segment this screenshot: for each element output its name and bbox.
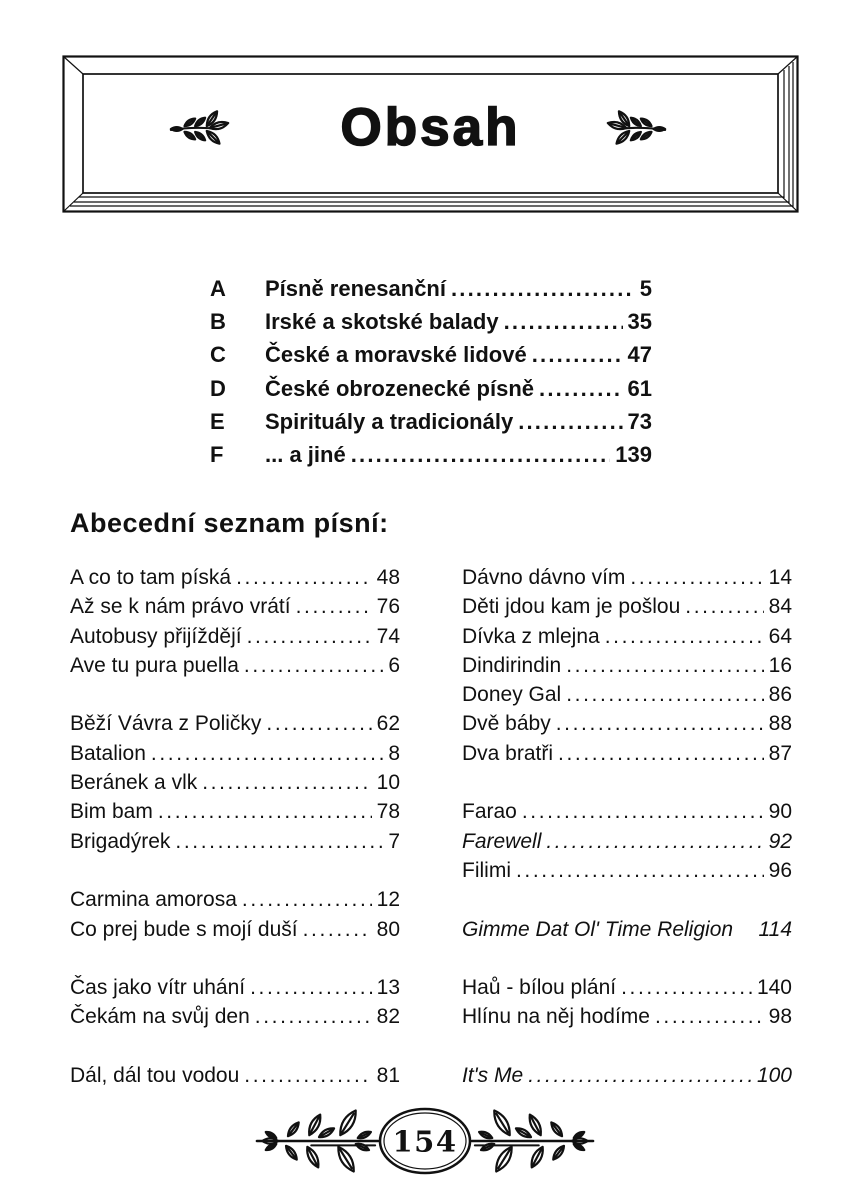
song-page-number: 82: [376, 1005, 400, 1029]
song-title: Farewell: [462, 829, 542, 853]
song-title: Děti jdou kam je pošlou: [462, 595, 681, 619]
song-page-number: 100: [756, 1064, 792, 1088]
section-title: České obrozenecké písně: [265, 375, 535, 401]
section-row: [210, 405, 652, 438]
dot-leader: [630, 563, 763, 592]
song-page-number: 76: [376, 595, 400, 619]
dot-leader: [546, 827, 763, 856]
song-page-number: 80: [376, 917, 400, 941]
song-row: [70, 973, 400, 1002]
dot-leader: [522, 797, 764, 826]
song-row: [70, 709, 400, 738]
footer-ornament: [0, 1104, 850, 1178]
dot-leader: [158, 797, 372, 826]
section-row: [210, 305, 652, 338]
song-row: [462, 739, 792, 768]
song-page-number: 6: [388, 653, 400, 677]
song-row: [70, 915, 400, 944]
song-row: [70, 768, 400, 797]
song-row: [70, 827, 400, 856]
song-index-left-column: [70, 563, 400, 1090]
dot-leader: [351, 438, 611, 471]
song-page-number: 78: [376, 800, 400, 824]
dot-leader: [516, 856, 764, 885]
dot-leader: [558, 739, 764, 768]
section-page-number: 47: [627, 342, 652, 368]
song-page-number: 13: [376, 976, 400, 1000]
dot-leader: [244, 651, 383, 680]
song-row: [70, 563, 400, 592]
song-title: Dva bratři: [462, 741, 554, 765]
section-title: Písně renesanční: [265, 276, 446, 301]
song-page-number: 140: [756, 976, 792, 1000]
song-page-number: 62: [376, 712, 400, 736]
song-row: [462, 797, 792, 826]
song-page-number: 16: [768, 653, 792, 677]
song-title: Čas jako vítr uhání: [70, 976, 246, 1000]
section-page-number: 35: [627, 309, 652, 335]
dot-leader: [151, 739, 383, 768]
song-page-number: 87: [768, 741, 792, 765]
song-page-number: 86: [768, 683, 792, 707]
laurel-branch-icon: [469, 1105, 595, 1177]
page-title: Obsah: [340, 97, 521, 157]
dot-leader: [504, 305, 623, 338]
song-row: [70, 622, 400, 651]
song-row: [462, 563, 792, 592]
section-page-number: 61: [627, 375, 652, 401]
song-title: Bim bam: [70, 800, 153, 824]
song-title: A co to tam píská: [70, 566, 232, 589]
dot-leader: [255, 1002, 372, 1031]
section-row: [210, 438, 652, 471]
section-page-number: 73: [627, 408, 652, 434]
song-page-number: 10: [376, 771, 400, 795]
section-row: [210, 272, 652, 305]
song-title: Dívka z mlejna: [462, 624, 600, 648]
song-title: Až se k nám právo vrátí: [70, 595, 291, 619]
dot-leader: [296, 592, 372, 621]
song-page-number: 84: [768, 595, 792, 619]
song-row: [70, 651, 400, 680]
song-title: Doney Gal: [462, 683, 562, 707]
song-row: [70, 739, 400, 768]
dot-leader: [566, 651, 763, 680]
song-title: Dál, dál tou vodou: [70, 1064, 240, 1088]
song-row: [462, 680, 792, 709]
dot-leader: [605, 622, 764, 651]
song-title: It's Me: [462, 1064, 524, 1088]
song-index-heading: Abecední seznam písní:: [70, 508, 389, 538]
dot-leader: [236, 563, 372, 592]
song-title: Dávno dávno vím: [462, 566, 626, 589]
dot-leader: [202, 768, 371, 797]
dot-leader: [250, 973, 372, 1002]
song-row: [70, 1002, 400, 1031]
song-title: Hlínu na něj hodíme: [462, 1005, 650, 1029]
song-page-number: 12: [376, 888, 400, 912]
song-title: Čekám na svůj den: [70, 1005, 250, 1029]
section-title: ... a jiné: [265, 441, 346, 467]
section-list: [210, 272, 652, 471]
section-letter: B: [210, 309, 226, 335]
section-row: [210, 372, 652, 405]
song-title: Haů - bílou plání: [462, 976, 617, 1000]
dot-leader: [266, 709, 371, 738]
section-title: České a moravské lidové: [265, 342, 527, 368]
dot-leader: [556, 709, 764, 738]
song-title: Co prej bude s mojí duší: [70, 917, 298, 941]
dot-leader: [532, 338, 623, 371]
dot-leader: [242, 885, 372, 914]
song-index-right-column: [462, 563, 792, 1090]
footer-page-number: 154: [392, 1124, 458, 1159]
laurel-branch-icon: [255, 1105, 381, 1177]
song-row: [462, 709, 792, 738]
song-row: [462, 827, 792, 856]
song-page-number: 90: [768, 800, 792, 824]
dot-leader: [247, 622, 372, 651]
song-page-number: 7: [388, 829, 400, 853]
song-row: [462, 915, 792, 944]
song-page-number: 14: [768, 566, 792, 589]
section-title: Spirituály a tradicionály: [265, 408, 514, 434]
song-row: [462, 1002, 792, 1031]
song-title: Gimme Dat Ol' Time Religion: [462, 917, 734, 941]
song-row: [70, 1061, 400, 1090]
song-title: Běží Vávra z Poličky: [70, 712, 262, 736]
song-title: Farao: [462, 800, 517, 824]
song-row: [70, 592, 400, 621]
song-row: [462, 592, 792, 621]
song-page-number: 74: [376, 624, 400, 648]
section-letter: C: [210, 342, 226, 368]
section-letter: D: [210, 375, 226, 401]
dot-leader: [518, 405, 622, 438]
oval-page-number-badge: [377, 1105, 473, 1177]
dot-leader: [539, 372, 623, 405]
song-title: Ave tu pura puella: [70, 653, 239, 677]
song-row: [70, 885, 400, 914]
title-frame: [62, 55, 799, 213]
song-row: [462, 622, 792, 651]
song-title: Autobusy přijíždějí: [70, 624, 242, 648]
leaf-sprig-icon: [606, 101, 668, 157]
song-title: Carmina amorosa: [70, 888, 237, 912]
song-page-number: 98: [768, 1005, 792, 1029]
song-row: [462, 651, 792, 680]
song-page-number: 96: [768, 858, 792, 882]
song-row: [462, 1061, 792, 1090]
section-letter: E: [210, 408, 225, 434]
dot-leader: [528, 1061, 752, 1090]
section-letter: A: [210, 276, 226, 301]
dot-leader: [566, 680, 763, 709]
dot-leader: [451, 272, 635, 305]
song-page-number: 64: [768, 624, 792, 648]
song-page-number: 114: [758, 917, 792, 941]
song-title: Beránek a vlk: [70, 771, 198, 795]
song-row: [462, 973, 792, 1002]
section-page-number: 139: [615, 441, 652, 467]
section-row: [210, 338, 652, 371]
song-title: Batalion: [70, 741, 146, 765]
song-page-number: 92: [768, 829, 792, 853]
dot-leader: [244, 1061, 371, 1090]
dot-leader: [621, 973, 752, 1002]
song-page-number: 48: [376, 566, 400, 589]
song-title: Dvě báby: [462, 712, 551, 736]
song-page-number: 88: [768, 712, 792, 736]
dot-leader: [303, 915, 372, 944]
song-title: Dindirindin: [462, 653, 562, 677]
song-page-number: 8: [388, 741, 400, 765]
section-letter: F: [210, 441, 224, 467]
dot-leader: [685, 592, 763, 621]
section-title: Irské a skotské balady: [265, 309, 499, 335]
section-page-number: 5: [639, 276, 652, 301]
song-title: Filimi: [462, 858, 511, 882]
dot-leader: [175, 827, 383, 856]
song-row: [70, 797, 400, 826]
dot-leader: [655, 1002, 764, 1031]
song-title: Brigadýrek: [70, 829, 171, 853]
song-page-number: 81: [376, 1064, 400, 1088]
song-row: [462, 856, 792, 885]
